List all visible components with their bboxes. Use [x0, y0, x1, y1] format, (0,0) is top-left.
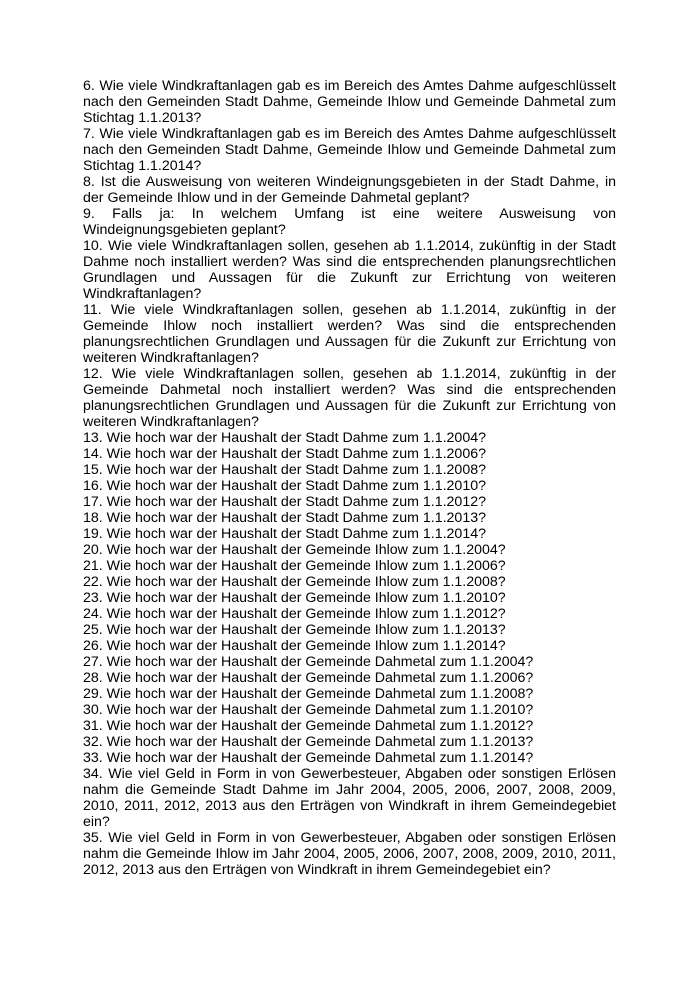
question-29: 29. Wie hoch war der Haushalt der Gemeinde Dahmetal zum 1.1.2008? — [83, 686, 534, 702]
question-31: 31. Wie hoch war der Haushalt der Gemeinde Dahmetal zum 1.1.2012? — [83, 718, 534, 734]
question-34: 34. Wie viel Geld in Form in von Gewerbesteuer, Abgaben oder sonstigen Erlösen nahm die Gemeinde Stadt Dahme im Jahr 2004, 2005, 2006, 2007, 2008, 2009, 2010, 2011, 2012, 2013 aus den Erträgen von Windkraft in ihrem Gemeindegebiet ein? — [83, 766, 616, 830]
question-35: 35. Wie viel Geld in Form in von Gewerbesteuer, Abgaben oder sonstigen Erlösen nahm die Gemeinde Ihlow im Jahr 2004, 2005, 2006, 2007, 2008, 2009, 2010, 2011, 2012, 2013 aus den Erträgen von Windkraft in ihrem Gemeindegebiet ein? — [83, 830, 616, 878]
question-7: 7. Wie viele Windkraftanlagen gab es im Bereich des Amtes Dahme aufgeschlüsselt nach den Gemeinden Stadt Dahme, Gemeinde Ihlow und Gemeinde Dahmetal zum Stichtag 1.1.2014? — [83, 126, 616, 174]
question-20: 20. Wie hoch war der Haushalt der Gemeinde Ihlow zum 1.1.2004? — [83, 542, 506, 558]
question-18: 18. Wie hoch war der Haushalt der Stadt Dahme zum 1.1.2013? — [83, 510, 486, 526]
question-9: 9. Falls ja: In welchem Umfang ist eine weitere Ausweisung von Windeignungsgebieten geplant? — [83, 206, 616, 238]
question-11: 11. Wie viele Windkraftanlagen sollen, gesehen ab 1.1.2014, zukünftig in der Gemeinde Ihlow noch installiert werden? Was sind die entsprechenden planungsrechtlichen Grundlagen und Aussagen für die Zukunft zur Errichtung von weiteren Windkraftanlagen? — [83, 302, 616, 366]
question-19: 19. Wie hoch war der Haushalt der Stadt Dahme zum 1.1.2014? — [83, 526, 486, 542]
document-page — [83, 78, 616, 878]
question-16: 16. Wie hoch war der Haushalt der Stadt Dahme zum 1.1.2010? — [83, 478, 486, 494]
question-14: 14. Wie hoch war der Haushalt der Stadt Dahme zum 1.1.2006? — [83, 446, 486, 462]
question-13: 13. Wie hoch war der Haushalt der Stadt Dahme zum 1.1.2004? — [83, 430, 486, 446]
question-17: 17. Wie hoch war der Haushalt der Stadt Dahme zum 1.1.2012? — [83, 494, 486, 510]
question-15: 15. Wie hoch war der Haushalt der Stadt Dahme zum 1.1.2008? — [83, 462, 486, 478]
question-21: 21. Wie hoch war der Haushalt der Gemeinde Ihlow zum 1.1.2006? — [83, 558, 506, 574]
question-30: 30. Wie hoch war der Haushalt der Gemeinde Dahmetal zum 1.1.2010? — [83, 702, 534, 718]
question-24: 24. Wie hoch war der Haushalt der Gemeinde Ihlow zum 1.1.2012? — [83, 606, 506, 622]
question-23: 23. Wie hoch war der Haushalt der Gemeinde Ihlow zum 1.1.2010? — [83, 590, 506, 606]
question-22: 22. Wie hoch war der Haushalt der Gemeinde Ihlow zum 1.1.2008? — [83, 574, 506, 590]
question-28: 28. Wie hoch war der Haushalt der Gemeinde Dahmetal zum 1.1.2006? — [83, 670, 534, 686]
question-6: 6. Wie viele Windkraftanlagen gab es im Bereich des Amtes Dahme aufgeschlüsselt nach den Gemeinden Stadt Dahme, Gemeinde Ihlow und Gemeinde Dahmetal zum Stichtag 1.1.2013? — [83, 78, 616, 126]
question-8: 8. Ist die Ausweisung von weiteren Windeignungsgebieten in der Stadt Dahme, in der Gemeinde Ihlow und in der Gemeinde Dahmetal geplant? — [83, 174, 616, 206]
question-10: 10. Wie viele Windkraftanlagen sollen, gesehen ab 1.1.2014, zukünftig in der Stadt Dahme noch installiert werden? Was sind die entsprechenden planungsrechtlichen Grundlagen und Aussagen für die Zukunft zur Errichtung von weiteren Windkraftanlagen? — [83, 238, 616, 302]
question-25: 25. Wie hoch war der Haushalt der Gemeinde Ihlow zum 1.1.2013? — [83, 622, 506, 638]
question-33: 33. Wie hoch war der Haushalt der Gemeinde Dahmetal zum 1.1.2014? — [83, 750, 534, 766]
question-32: 32. Wie hoch war der Haushalt der Gemeinde Dahmetal zum 1.1.2013? — [83, 734, 534, 750]
question-26: 26. Wie hoch war der Haushalt der Gemeinde Ihlow zum 1.1.2014? — [83, 638, 506, 654]
question-27: 27. Wie hoch war der Haushalt der Gemeinde Dahmetal zum 1.1.2004? — [83, 654, 534, 670]
question-12: 12. Wie viele Windkraftanlagen sollen, gesehen ab 1.1.2014, zukünftig in der Gemeinde Dahmetal noch installiert werden? Was sind die entsprechenden planungsrechtlichen Grundlagen und Aussagen für die Zukunft zur Errichtung von weiteren Windkraftanlagen? — [83, 366, 616, 430]
